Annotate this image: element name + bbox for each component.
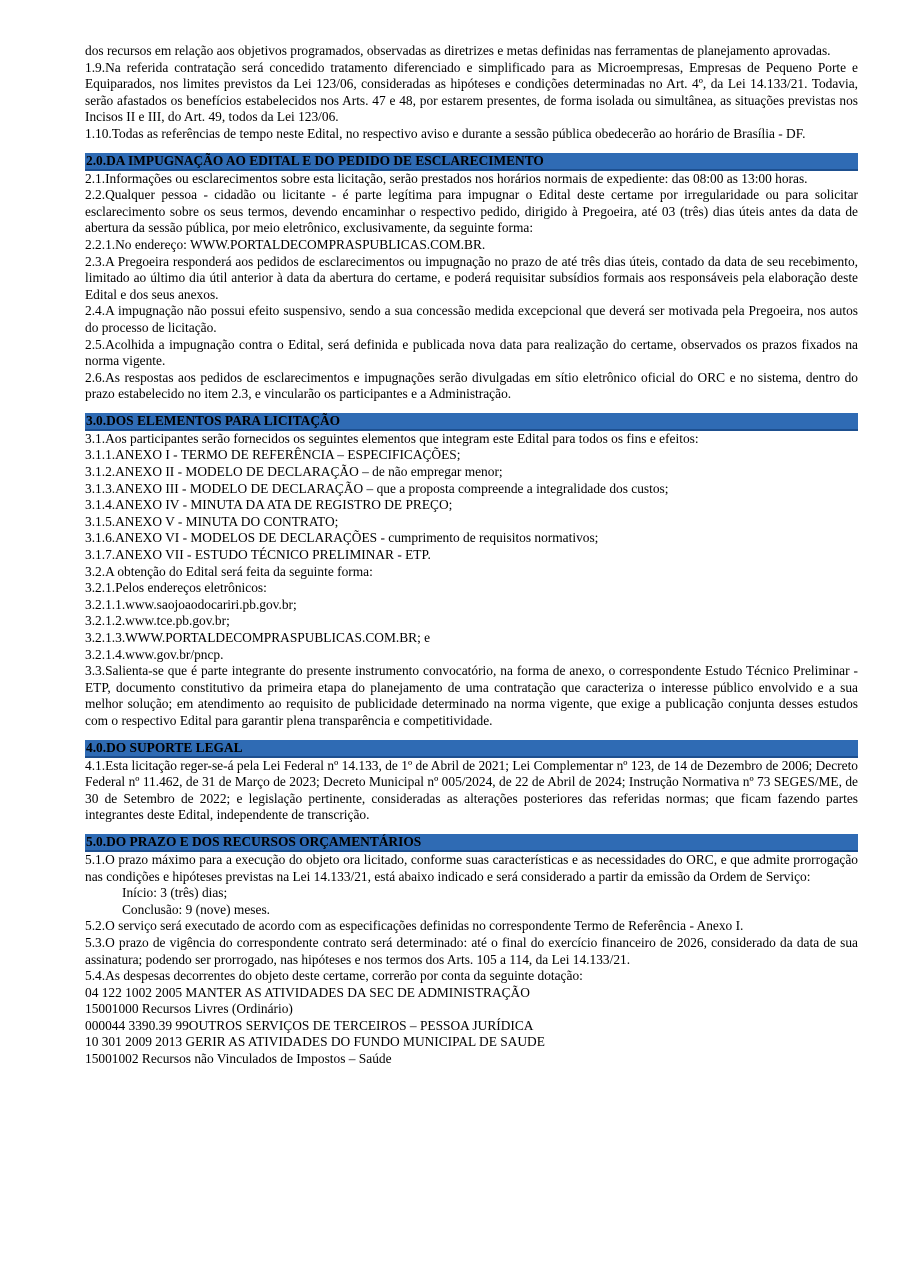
budget-line: 000044 3390.39 99OUTROS SERVIÇOS DE TERCEIROS – PESSOA JURÍDICA bbox=[85, 1017, 534, 1033]
address-item: 3.2.1.4.www.gov.br/pncp. bbox=[85, 646, 224, 662]
annex-item: 3.1.4.ANEXO IV - MINUTA DA ATA DE REGISTRO DE PREÇO; bbox=[85, 497, 453, 513]
budget-line: 04 122 1002 2005 MANTER AS ATIVIDADES DA SEC DE ADMINISTRAÇÃO bbox=[85, 984, 530, 1000]
address-item: 3.2.1.2.www.tce.pb.gov.br; bbox=[85, 613, 230, 629]
address-item: 3.2.1.1.www.saojoaodocariri.pb.gov.br; bbox=[85, 596, 297, 612]
annex-item: 3.1.2.ANEXO II - MODELO DE DECLARAÇÃO – de não empregar menor; bbox=[85, 464, 503, 480]
paragraph-1-8-continuation: dos recursos em relação aos objetivos programados, observadas as diretrizes e metas definidas nas ferramentas de planejamento aprovadas. bbox=[85, 43, 831, 58]
section-3-heading: 3.0.DOS ELEMENTOS PARA LICITAÇÃO bbox=[85, 413, 858, 431]
paragraph-3-3: 3.3.Salienta-se que é parte integrante do presente instrumento convocatório, na forma de anexo, o correspondente Estudo Técnico Preliminar - ETP, documento constitutivo da primeira etapa do planejamento de uma contratação que caracteriza o interesse público envolvido e a sua melhor solução; em atendimento ao requisito de publicidade determinado na norma vigente, que exige a publicação conjunta desses estudos com o respectivo Edital para garantir plena transparência e competitividade. bbox=[85, 663, 858, 728]
paragraph-3-2-1: 3.2.1.Pelos endereços eletrônicos: bbox=[85, 580, 267, 596]
paragraph-2-2: 2.2.Qualquer pessoa - cidadão ou licitante - é parte legítima para impugnar o Edital deste certame por irregularidade ou para solicitar esclarecimento sobre os seus termos, devendo encaminhar o respectivo pedido, dirigido à Pregoeira, até 03 (três) dias úteis antes da data de abertura da sessão pública, por meio eletrônico, exclusivamente, da seguinte forma: bbox=[85, 187, 858, 236]
annex-item: 3.1.6.ANEXO VI - MODELOS DE DECLARAÇÕES - cumprimento de requisitos normativos; bbox=[85, 530, 599, 546]
paragraph-2-1: 2.1.Informações ou esclarecimentos sobre esta licitação, serão prestados nos horários normais de expediente: das 08:00 as 13:00 horas. bbox=[85, 170, 808, 186]
paragraph-4-1: 4.1.Esta licitação reger-se-á pela Lei Federal nº 14.133, de 1º de Abril de 2021; Lei Complementar nº 123, de 14 de Dezembro de 2006; Decreto Federal nº 11.462, de 31 de Março de 2023; Decreto Municipal nº 005/2024, de 22 de Abril de 2024; Instrução Normativa nº 73 SEGES/ME, de 30 de Setembro de 2022; e legislação pertinente, consideradas as alterações posteriores das referidas normas; que ficam fazendo partes integrantes deste Edital, independente de transcrição. bbox=[85, 757, 858, 823]
deadline-start: Início: 3 (três) dias; bbox=[122, 885, 228, 901]
paragraph-1-10: 1.10.Todas as referências de tempo neste Edital, no respectivo aviso e durante a sessão pública obedecerão ao horário de Brasília - DF. bbox=[85, 125, 806, 141]
paragraph-2-2-1: 2.2.1.No endereço: WWW.PORTALDECOMPRASPUBLICAS.COM.BR. bbox=[85, 236, 486, 252]
budget-line: 15001000 Recursos Livres (Ordinário) bbox=[85, 1001, 293, 1017]
paragraph-2-3: 2.3.A Pregoeira responderá aos pedidos de esclarecimentos ou impugnação no prazo de até três dias úteis, contado da data de seu recebimento, limitado ao último dia útil anterior à data da abertura do certame, e poderá requisitar subsídios formais aos responsáveis pela elaboração deste Edital e dos seus anexos. bbox=[85, 253, 858, 302]
annex-item: 3.1.5.ANEXO V - MINUTA DO CONTRATO; bbox=[85, 513, 339, 529]
paragraph-2-4: 2.4.A impugnação não possui efeito suspensivo, sendo a sua concessão medida excepcional que deverá ser motivada pela Pregoeira, nos autos do processo de licitação. bbox=[85, 303, 858, 335]
document-page bbox=[85, 43, 858, 1068]
section-4-heading: 4.0.DO SUPORTE LEGAL bbox=[85, 740, 858, 758]
paragraph-5-4: 5.4.As despesas decorrentes do objeto deste certame, correrão por conta da seguinte dotação: bbox=[85, 968, 583, 984]
budget-line: 15001002 Recursos não Vinculados de Impostos – Saúde bbox=[85, 1051, 392, 1067]
paragraph-2-5: 2.5.Acolhida a impugnação contra o Edital, será definida e publicada nova data para realização do certame, observados os prazos fixados na norma vigente. bbox=[85, 336, 858, 369]
paragraph-1-9: 1.9.Na referida contratação será concedido tratamento diferenciado e simplificado para as Microempresas, Empresas de Pequeno Porte e Equiparados, nos limites previstos da Lei 123/06, consideradas as hipóteses e condições determinadas no Art. 4º, da Lei 14.133/21. Todavia, serão afastados os benefícios estabelecidos nos Arts. 47 e 48, por estarem presentes, de forma isolada ou simultânea, as situações previstas nos Incisos II e III, do Art. 49, todos da Lei 123/06. bbox=[85, 59, 858, 125]
paragraph-3-1: 3.1.Aos participantes serão fornecidos os seguintes elementos que integram este Edital para todos os fins e efeitos: bbox=[85, 430, 699, 446]
address-item: 3.2.1.3.WWW.PORTALDECOMPRASPUBLICAS.COM.BR; e bbox=[85, 630, 431, 645]
deadline-end: Conclusão: 9 (nove) meses. bbox=[122, 901, 271, 917]
annex-item: 3.1.3.ANEXO III - MODELO DE DECLARAÇÃO – que a proposta compreende a integralidade dos custos; bbox=[85, 480, 669, 496]
paragraph-5-2: 5.2.O serviço será executado de acordo com as especificações definidas no correspondente Termo de Referência - Anexo I. bbox=[85, 918, 744, 934]
paragraph-5-3: 5.3.O prazo de vigência do correspondente contrato será determinado: até o final do exercício financeiro de 2026, considerado da data de sua assinatura; podendo ser prorrogado, nas hipóteses e nos termos dos Arts. 105 a 114, da Lei 14.133/21. bbox=[85, 934, 858, 967]
budget-line: 10 301 2009 2013 GERIR AS ATIVIDADES DO FUNDO MUNICIPAL DE SAUDE bbox=[85, 1034, 545, 1050]
paragraph-2-6: 2.6.As respostas aos pedidos de esclarecimentos e impugnações serão divulgadas em sítio eletrônico oficial do ORC e no sistema, dentro do prazo estabelecido no item 2.3, e vincularão os participantes e a Administração. bbox=[85, 369, 858, 402]
section-5-heading: 5.0.DO PRAZO E DOS RECURSOS ORÇAMENTÁRIOS bbox=[85, 834, 858, 852]
annex-item: 3.1.7.ANEXO VII - ESTUDO TÉCNICO PRELIMINAR - ETP. bbox=[85, 547, 431, 563]
section-2-heading: 2.0.DA IMPUGNAÇÃO AO EDITAL E DO PEDIDO DE ESCLARECIMENTO bbox=[85, 153, 858, 171]
annex-item: 3.1.1.ANEXO I - TERMO DE REFERÊNCIA – ESPECIFICAÇÕES; bbox=[85, 447, 461, 463]
paragraph-3-2: 3.2.A obtenção do Edital será feita da seguinte forma: bbox=[85, 563, 373, 579]
paragraph-5-1: 5.1.O prazo máximo para a execução do objeto ora licitado, conforme suas características e as necessidades do ORC, e que admite prorrogação nas condições e hipóteses previstas na Lei 14.133/21, está abaixo indicado e será considerado a partir da emissão da Ordem de Serviço: bbox=[85, 851, 858, 884]
